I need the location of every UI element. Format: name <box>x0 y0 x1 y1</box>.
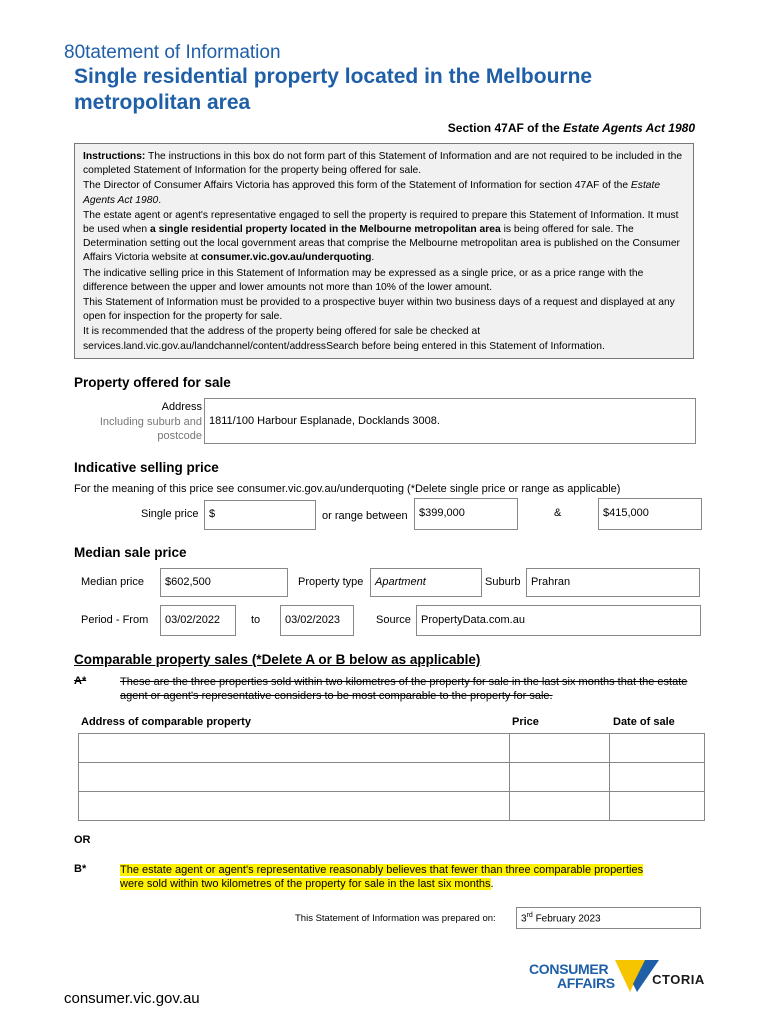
property-type-label: Property type <box>298 576 364 588</box>
range-high-field[interactable]: $415,000 <box>598 498 702 530</box>
source-field[interactable]: PropertyData.com.au <box>416 605 701 636</box>
prepared-label: This Statement of Information was prepared on: <box>295 913 496 924</box>
underquoting-link[interactable]: consumer.vic.gov.au/underquoting <box>201 252 372 264</box>
address-label <box>74 400 202 444</box>
document-title: Single residential property located in the Melbourne metropolitan area <box>74 65 593 114</box>
instructions-p3-bold: a single residential property located in the Melbourne metropolitan area <box>149 224 501 236</box>
option-b-end: . <box>490 878 494 890</box>
option-a-label: A* <box>74 675 87 687</box>
comparable-date-cell[interactable] <box>610 792 705 821</box>
indicative-note: For the meaning of this price see consumer.vic.gov.au/underquoting (*Delete single price or range as applicable) <box>74 483 621 495</box>
indicative-heading: Indicative selling price <box>74 460 219 475</box>
comparable-price-cell[interactable] <box>510 792 610 821</box>
logo-ctoria: CTORIA <box>652 972 705 987</box>
instructions-p4: The indicative selling price in this Statement of Information may be expressed as a single price, or as a price range with the difference between the upper and lower amounts not more than 10% of the lower amount. <box>83 267 644 293</box>
option-a-text: These are the three properties sold within two kilometres of the property for sale in the last six months that the estate agent or agent's representative considers to be most comparable to the property for sale. <box>120 676 688 702</box>
range-label: or range between <box>322 510 408 522</box>
table-row <box>79 792 705 821</box>
instructions-p2-end: . <box>158 194 162 206</box>
instructions-p3b: is being offered for sale. The Determination setting out the local government areas that comprise the Melbourne metropolitan area is published on the Consumer Affairs Victoria website at <box>83 224 680 264</box>
address-field[interactable]: 1811/100 Harbour Esplanade, Docklands 3008. <box>204 398 696 444</box>
property-heading: Property offered for sale <box>74 375 231 390</box>
median-price-label: Median price <box>81 576 144 588</box>
logo-line1: CONSUMER <box>529 961 609 977</box>
comparable-table <box>78 733 705 821</box>
section-reference <box>448 121 695 135</box>
median-price-field[interactable]: $602,500 <box>160 568 288 597</box>
logo-line2: AFFAIRS <box>557 975 615 991</box>
col-address-header: Address of comparable property <box>81 716 251 728</box>
footer-url: consumer.vic.gov.au <box>64 990 200 1007</box>
prepared-day: 3 <box>521 913 527 925</box>
option-b-label: B* <box>74 863 87 875</box>
section-prefix: Section 47AF of the <box>447 121 564 135</box>
instructions-p2-act: Estate Agents Act 1980 <box>83 180 661 206</box>
option-b-line2: were sold within two kilometres of the property for sale in the last six months <box>120 878 491 890</box>
table-row <box>79 734 705 763</box>
instructions-box <box>74 143 694 359</box>
comparable-address-cell[interactable] <box>79 734 510 763</box>
consumer-affairs-victoria-logo <box>527 958 703 1000</box>
logo-line3 <box>643 972 705 987</box>
instructions-p3a: The estate agent or agent's representative engaged to sell the property is required to prepare this Statement of Information. It must be used when <box>83 209 679 236</box>
period-to-field[interactable]: 03/02/2023 <box>280 605 354 636</box>
comparable-address-cell[interactable] <box>79 763 510 792</box>
option-b-line1: The estate agent or agent's representative reasonably believes that fewer than three comparable properties <box>120 864 644 876</box>
suburb-field[interactable]: Prahran <box>526 568 700 597</box>
or-label: OR <box>74 834 91 846</box>
suburb-label: Suburb <box>485 576 521 588</box>
instructions-p1: The instructions in this box do not form part of this Statement of Information and are not required to be included in the completed Statement of Information for the property being offered for sale. <box>83 151 683 177</box>
col-price-header: Price <box>512 716 539 728</box>
comparable-address-cell[interactable] <box>79 792 510 821</box>
document-subtitle: 80tatement of Information <box>64 42 281 63</box>
col-date-header: Date of sale <box>613 716 675 728</box>
instructions-p5: This Statement of Information must be provided to a prospective buyer within two business days of a request and displayed at any open for inspection for the property for sale. <box>83 297 675 323</box>
comparable-heading: Comparable property sales (*Delete A or B below as applicable) <box>74 652 481 667</box>
instructions-label: Instructions: <box>83 151 146 162</box>
period-from-label: Period - From <box>81 614 149 626</box>
address-label-line2: Including suburb and <box>99 415 202 428</box>
instructions-p2: The Director of Consumer Affairs Victoria has approved this form of the Statement of Information for section 47AF of the <box>83 180 631 192</box>
comparable-price-cell[interactable] <box>510 734 610 763</box>
prepared-day-suffix: rd <box>526 912 533 919</box>
prepared-date-field[interactable] <box>516 907 701 929</box>
comparable-date-cell[interactable] <box>610 763 705 792</box>
single-price-field[interactable]: $ <box>204 500 316 530</box>
comparable-date-cell[interactable] <box>610 734 705 763</box>
range-low-field[interactable]: $399,000 <box>414 498 518 530</box>
section-act: Estate Agents Act 1980 <box>563 121 695 135</box>
property-type-field[interactable]: Apartment <box>370 568 482 597</box>
median-heading: Median sale price <box>74 545 187 560</box>
prepared-month-year: February 2023 <box>532 913 601 925</box>
period-from-field[interactable]: 03/02/2022 <box>160 605 236 636</box>
source-label: Source <box>376 614 411 626</box>
range-amp: & <box>554 507 562 519</box>
single-price-label: Single price <box>141 508 199 520</box>
address-label-line3: postcode <box>157 430 202 442</box>
option-b-text <box>120 863 695 891</box>
instructions-p3-end: . <box>371 252 375 264</box>
comparable-price-cell[interactable] <box>510 763 610 792</box>
period-to-label: to <box>251 614 261 626</box>
instructions-p6: It is recommended that the address of the property being offered for sale be checked at services.land.vic.gov.au/landchannel/content/addressSearch before being entered in this Statement of Information. <box>83 326 605 352</box>
address-label-line1: Address <box>161 401 202 413</box>
table-row <box>79 763 705 792</box>
